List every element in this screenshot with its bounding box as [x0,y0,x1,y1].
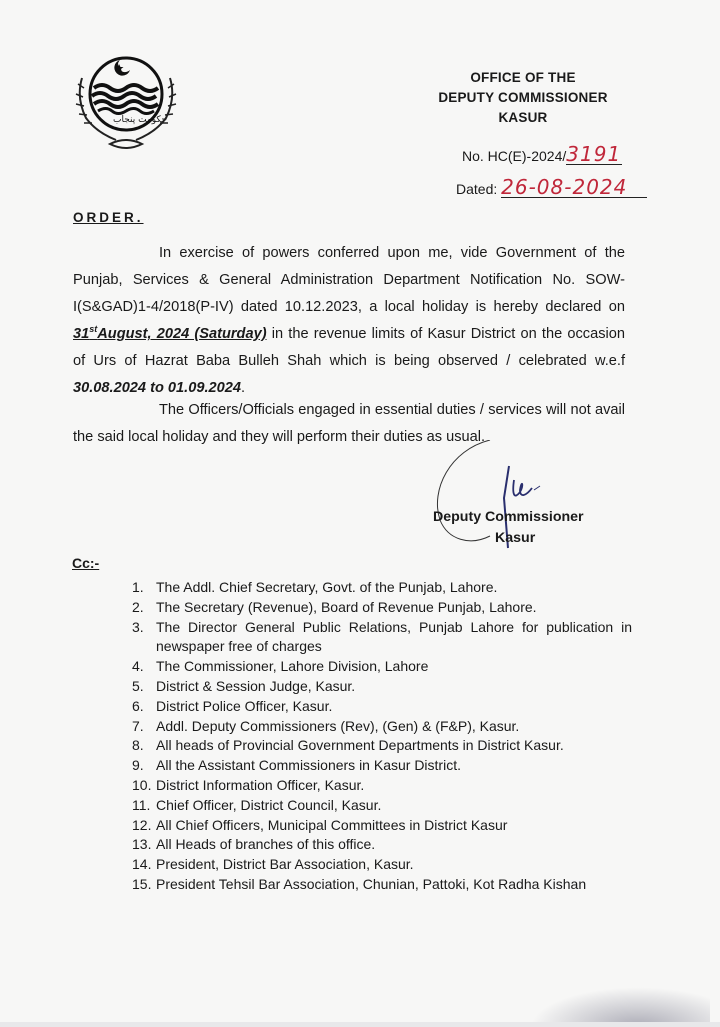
bottom-edge [0,1022,720,1027]
list-item: 4. The Commissioner, Lahore Division, Lahore [132,658,429,675]
emblem-caption: حکومت پنجاب [113,115,167,125]
issue-date [456,177,647,198]
list-item: 13. All Heads of branches of this office. [132,836,376,853]
urs-date-range: 30.08.2024 to 01.09.2024 [73,380,241,396]
list-item: 6. District Police Officer, Kasur. [132,697,333,714]
list-item: 15. President Tehsil Bar Association, Chunian, Pattoki, Kot Radha Kishan [132,875,587,892]
para2-text: The Officers/Officials engaged in essential duties / services will not avail the said local holiday and they will perform their duties as usual. [73,402,625,445]
handwritten-reference-number: 3191 [566,142,622,166]
cc-heading: Cc:- [72,555,100,571]
list-item: 2. The Secretary (Revenue), Board of Revenue Punjab, Lahore. [132,598,537,615]
cc-list [132,578,632,895]
order-heading: ORDER. [73,210,144,225]
list-item: 9. All the Assistant Commissioners in Kasur District. [132,757,461,774]
list-item: 14. President, District Bar Association, Kasur. [132,856,414,873]
office-line: DEPUTY COMMISSIONER [438,90,608,105]
list-item: 5. District & Session Judge, Kasur. [132,677,356,694]
list-item: 7. Addl. Deputy Commissioners (Rev), (Gen) & (F&P), Kasur. [132,717,520,734]
office-line: KASUR [498,110,548,125]
list-item: 12. All Chief Officers, Municipal Committees in District Kasur [132,816,508,833]
list-item: 8. All heads of Provincial Government Departments in District Kasur. [132,737,564,754]
scan-shadow [530,987,710,1027]
holiday-date: 31stAugust, 2024 (Saturday) [73,324,267,342]
issuing-office [416,68,630,128]
list-item: 10. District Information Officer, Kasur. [132,776,365,793]
list-item: 11. Chief Officer, District Council, Kasur. [132,796,382,813]
date-label: Dated: [456,181,498,197]
order-paragraph-1: In exercise of powers conferred upon me, vide Government of the Punjab, Services & General Administration Department Notification No. SOW-I(S&GAD)1-4/2018(P-IV) dated 10.12.2023, a local holiday is hereby declared on 31stAugust, 2024 (Saturday) in the revenue limits of Kasur District on the occasion of Urs of Hazrat Baba Bulleh Shah which is being observed / celebrated w.e.f 30.08.2024 to 01.09.2024. [73,245,625,396]
signatory-title: Deputy Commissioner [433,509,584,525]
reference-label: No. HC(E)-2024/ [462,148,567,164]
list-item: 1. The Addl. Chief Secretary, Govt. of the Punjab, Lahore. [132,579,498,595]
list-item: 3. The Director General Public Relations, Punjab Lahore for publication in newspaper free of charges [132,618,632,655]
reference-number [462,144,622,165]
office-line: OFFICE OF THE [470,70,576,85]
signatory-place: Kasur [495,530,536,546]
punjab-government-emblem-icon [64,48,188,156]
para1-text: In exercise of powers conferred upon me, vide Government of the Punjab, Services & General Administration Department Notification No. SOW-I(S&GAD)1-4/2018(P-IV) dated 10.12.2023, a local holiday is hereby declared on [73,245,625,315]
handwritten-date: 26-08-2024 [501,177,647,198]
para1-text-cont: in the revenue limits of Kasur District on the occasion of Urs of Hazrat Baba Bulleh Shah which is being observed / celebrated w.e.f [73,326,625,369]
